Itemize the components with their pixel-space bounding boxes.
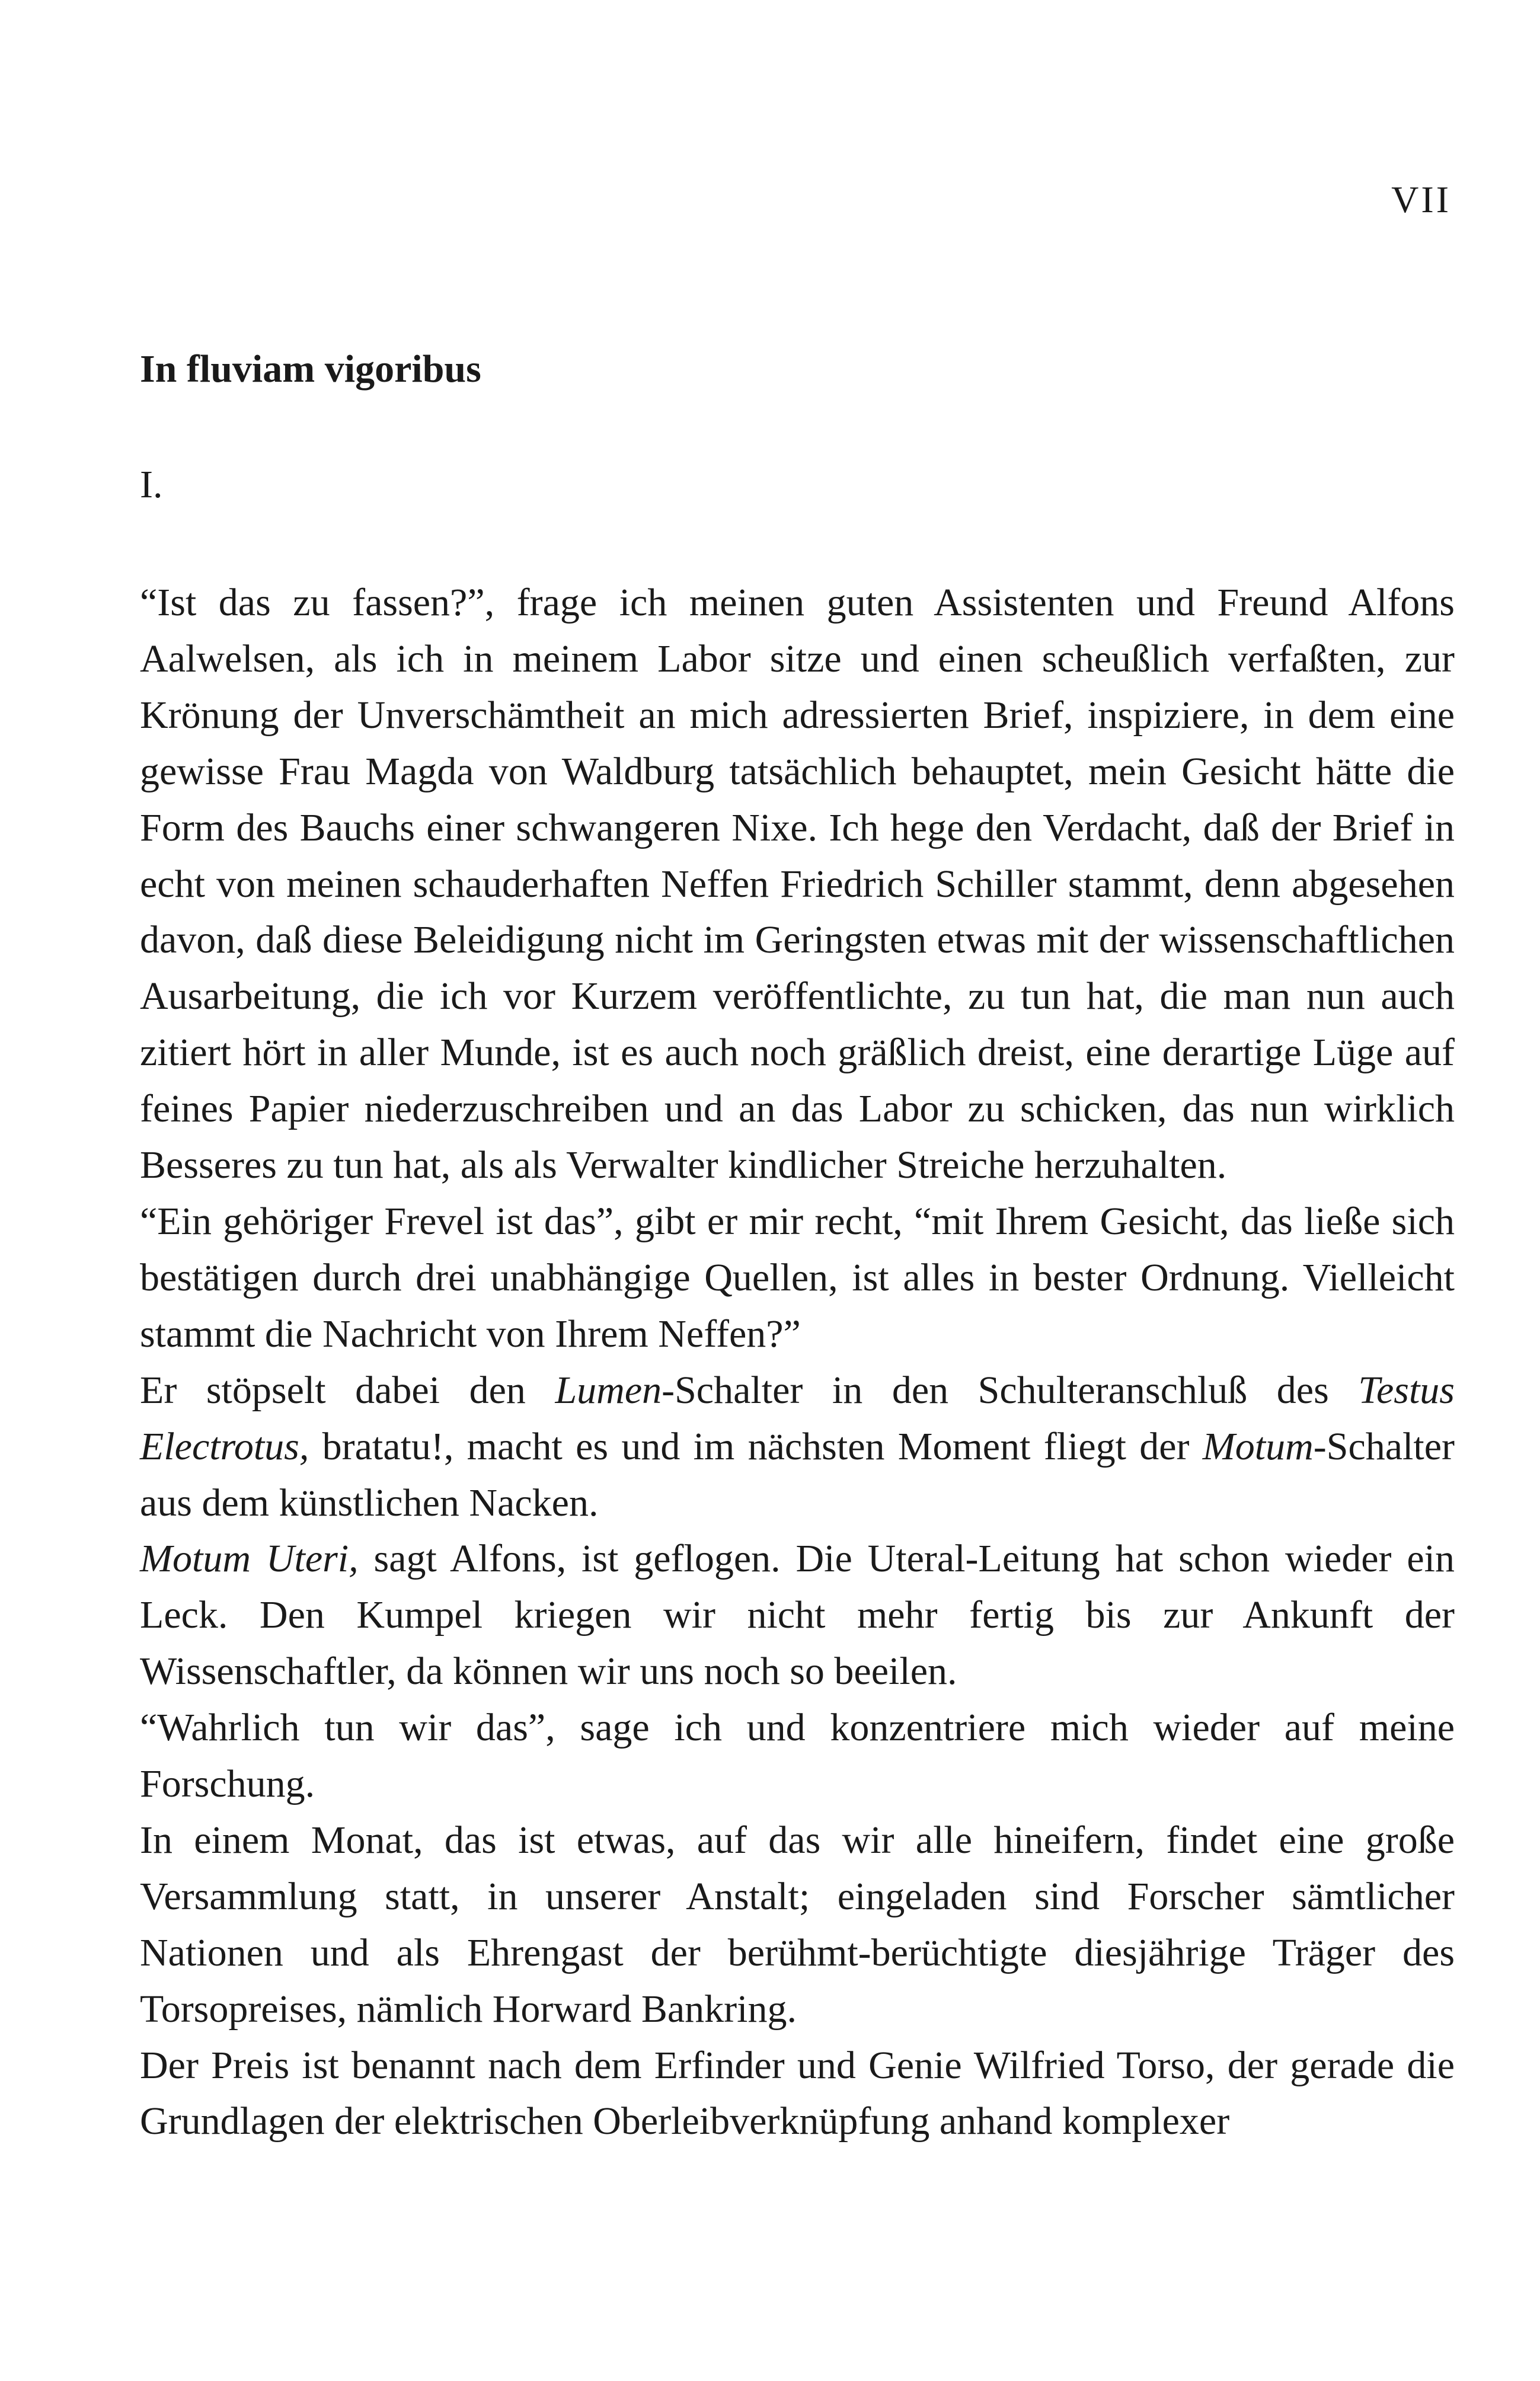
paragraph: “Wahrlich tun wir das”, sage ich und konzentriere mich wieder auf meine Forschung. [140,1706,1455,1806]
paragraph: Der Preis ist benannt nach dem Erfinder und Genie Wilfried Torso, der gerade die Grundlagen der elektrischen Oberleibverknüpfung anhand komplexer [140,2043,1455,2143]
paragraph [140,1531,1455,1700]
italic-term-lumen: Lumen [555,1368,662,1412]
text-run: bratatu!, macht es und im nächsten Moment fliegt der [309,1424,1203,1468]
page-number: VII [1391,178,1451,220]
paragraph: In einem Monat, das ist etwas, auf das wir alle hineifern, findet eine große Versammlung statt, in unserer Anstalt; eingeladen sind Forscher sämtlicher Nationen und als Ehrengast der berühmt-berüchtigte diesjährige Träger des Torsopreises, nämlich Horward Bankring. [140,1818,1455,2031]
text-run: -Schalter in den Schulteranschluß des [662,1368,1359,1412]
text-run: Er stöpselt dabei den [140,1368,555,1412]
section-number: I. [140,463,163,506]
paragraph: “Ein gehöriger Frevel ist das”, gibt er mir recht, “mit Ihrem Gesicht, das ließe sich bestätigen durch drei unabhängige Quellen, ist alles in bester Ordnung. Vielleicht stammt die Nachricht von Ihrem Neffen?” [140,1199,1455,1356]
italic-term-motum-uteri: Motum Uteri, [140,1537,359,1581]
chapter-title: In fluviam vigoribus [140,347,481,391]
text-run: -Schalter aus dem künstlichen Nacken. [140,1424,1455,1525]
paragraph [140,1363,1455,1532]
italic-term-testus-electrotus: Testus Electrotus, [140,1368,1455,1468]
italic-term-motum: Motum [1202,1424,1314,1468]
paragraph: “Ist das zu fassen?”, frage ich meinen guten Assistenten und Freund Alfons Aalwelsen, als ich in meinem Labor sitze und einen scheußlich verfaßten, zur Krönung der Unverschämtheit an mich adressierten Brief, inspiziere, in dem eine gewisse Frau Magda von Waldburg tatsächlich behauptet, mein Gesicht hätte die Form des Bauchs einer schwangeren Nixe. Ich hege den Verdacht, daß der Brief in echt von meinen schauderhaften Neffen Friedrich Schiller stammt, denn abgesehen davon, daß diese Beleidigung nicht im Geringsten etwas mit der wissenschaftlichen Ausarbeitung, die ich vor Kurzem veröffentlichte, zu tun hat, die man nun auch zitiert hört in aller Munde, ist es auch noch gräßlich dreist, eine derartige Lüge auf feines Papier niederzuschreiben und an das Labor zu schicken, das nun wirklich Besseres zu tun hat, als als Verwalter kindlicher Streiche herzuhalten. [140,581,1455,1187]
body-text [140,575,1455,2150]
text-run: sagt Alfons, ist geflogen. Die Uteral-Leitung hat schon wieder ein Leck. Den Kumpel kriegen wir nicht mehr fertig bis zur Ankunft der Wissenschaftler, da können wir uns noch so beeilen. [140,1537,1455,1693]
